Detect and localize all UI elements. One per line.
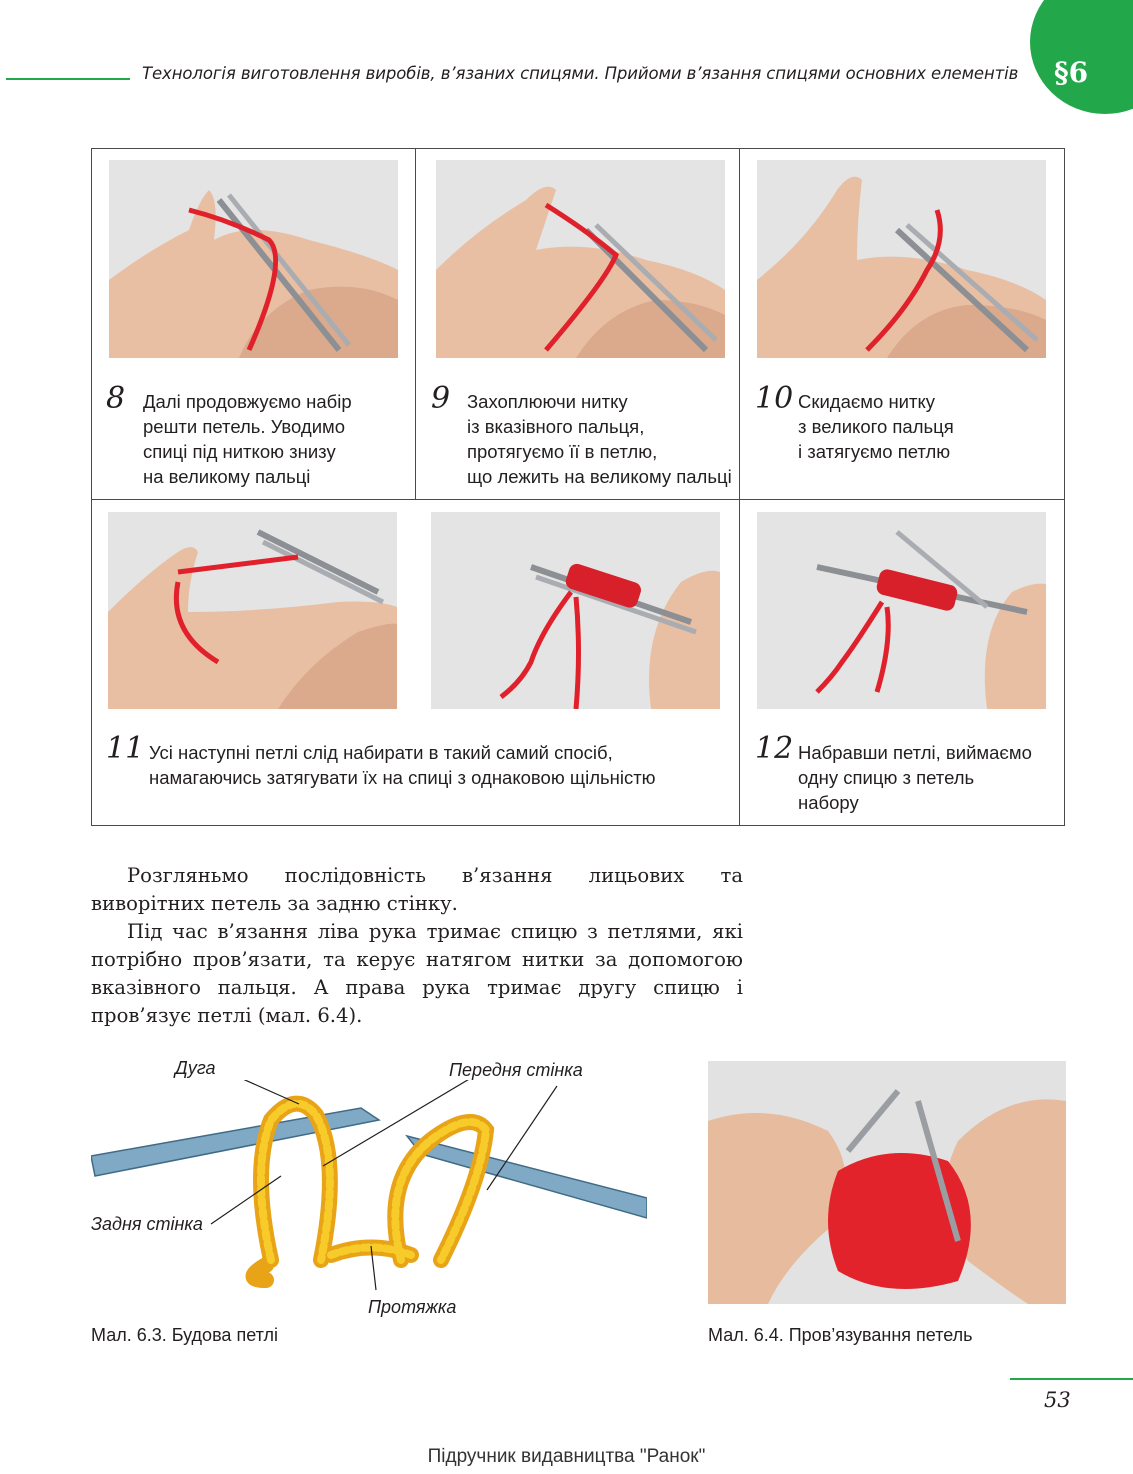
step-12-photo [757,512,1046,709]
step-11-photo-b [431,512,720,709]
step-11-photo-a [108,512,397,709]
publisher-note: Підручник видавництва "Ранок" [427,1446,706,1467]
figure-6-3-caption: Мал. 6.3. Будова петлі [91,1325,278,1345]
step-10-number: 10 [755,381,794,416]
step-11-text: Усі наступні петлі слід набирати в такий самий спосіб, намагаючись затягувати їх на спиці з однаковою щільністю [149,742,656,788]
paragraph-2: Під час в’язання ліва рука тримає спицю з петлями, які потрібно пров’язати, та керує натягом нитки за допомогою вказівного пальця. А права рука тримає другу спицю і пров’язує петлі (мал. 6.4). [91,920,743,1027]
footer-rule [1010,1378,1133,1380]
step-9-photo [436,160,725,358]
step-9-text: Захоплюючи нитку із вказівного пальця, протягуємо її в петлю, що лежить на великому пальці [467,391,732,487]
loop-structure-diagram [91,1080,647,1310]
label-back-wall: Задня стінка [91,1214,203,1234]
label-front-wall: Передня стінка [449,1060,583,1080]
step-9-number: 9 [431,381,451,416]
step-8-number: 8 [106,381,126,416]
step-11-number: 11 [106,731,145,766]
running-header: Технологія виготовлення виробів, в’язаних спицями. Прийоми в’язання спицями основних елементів [142,64,1019,83]
figure-6-4-photo [708,1061,1066,1304]
step-10-photo [757,160,1046,358]
step-12-text: Набравши петлі, виймаємо одну спицю з петель набору [798,742,1032,813]
step-10-text: Скидаємо нитку з великого пальця і затягуємо петлю [798,391,954,462]
label-stretch: Протяжка [368,1297,457,1317]
page-number: 53 [1044,1388,1071,1412]
paragraph-1: Розгляньмо послідовність в’язання лицьових та виворітних петель за задню стінку. [91,864,743,915]
step-12-number: 12 [755,731,794,766]
label-arc: Дуга [175,1058,216,1078]
step-8-photo [109,160,398,358]
step-8-text: Далі продовжуємо набір решти петель. Уводимо спиці під ниткою знизу на великому пальці [143,391,352,487]
header-rule [6,78,130,80]
figure-6-4-caption: Мал. 6.4. Пров’язування петель [708,1325,973,1345]
section-number: §6 [1054,56,1089,89]
